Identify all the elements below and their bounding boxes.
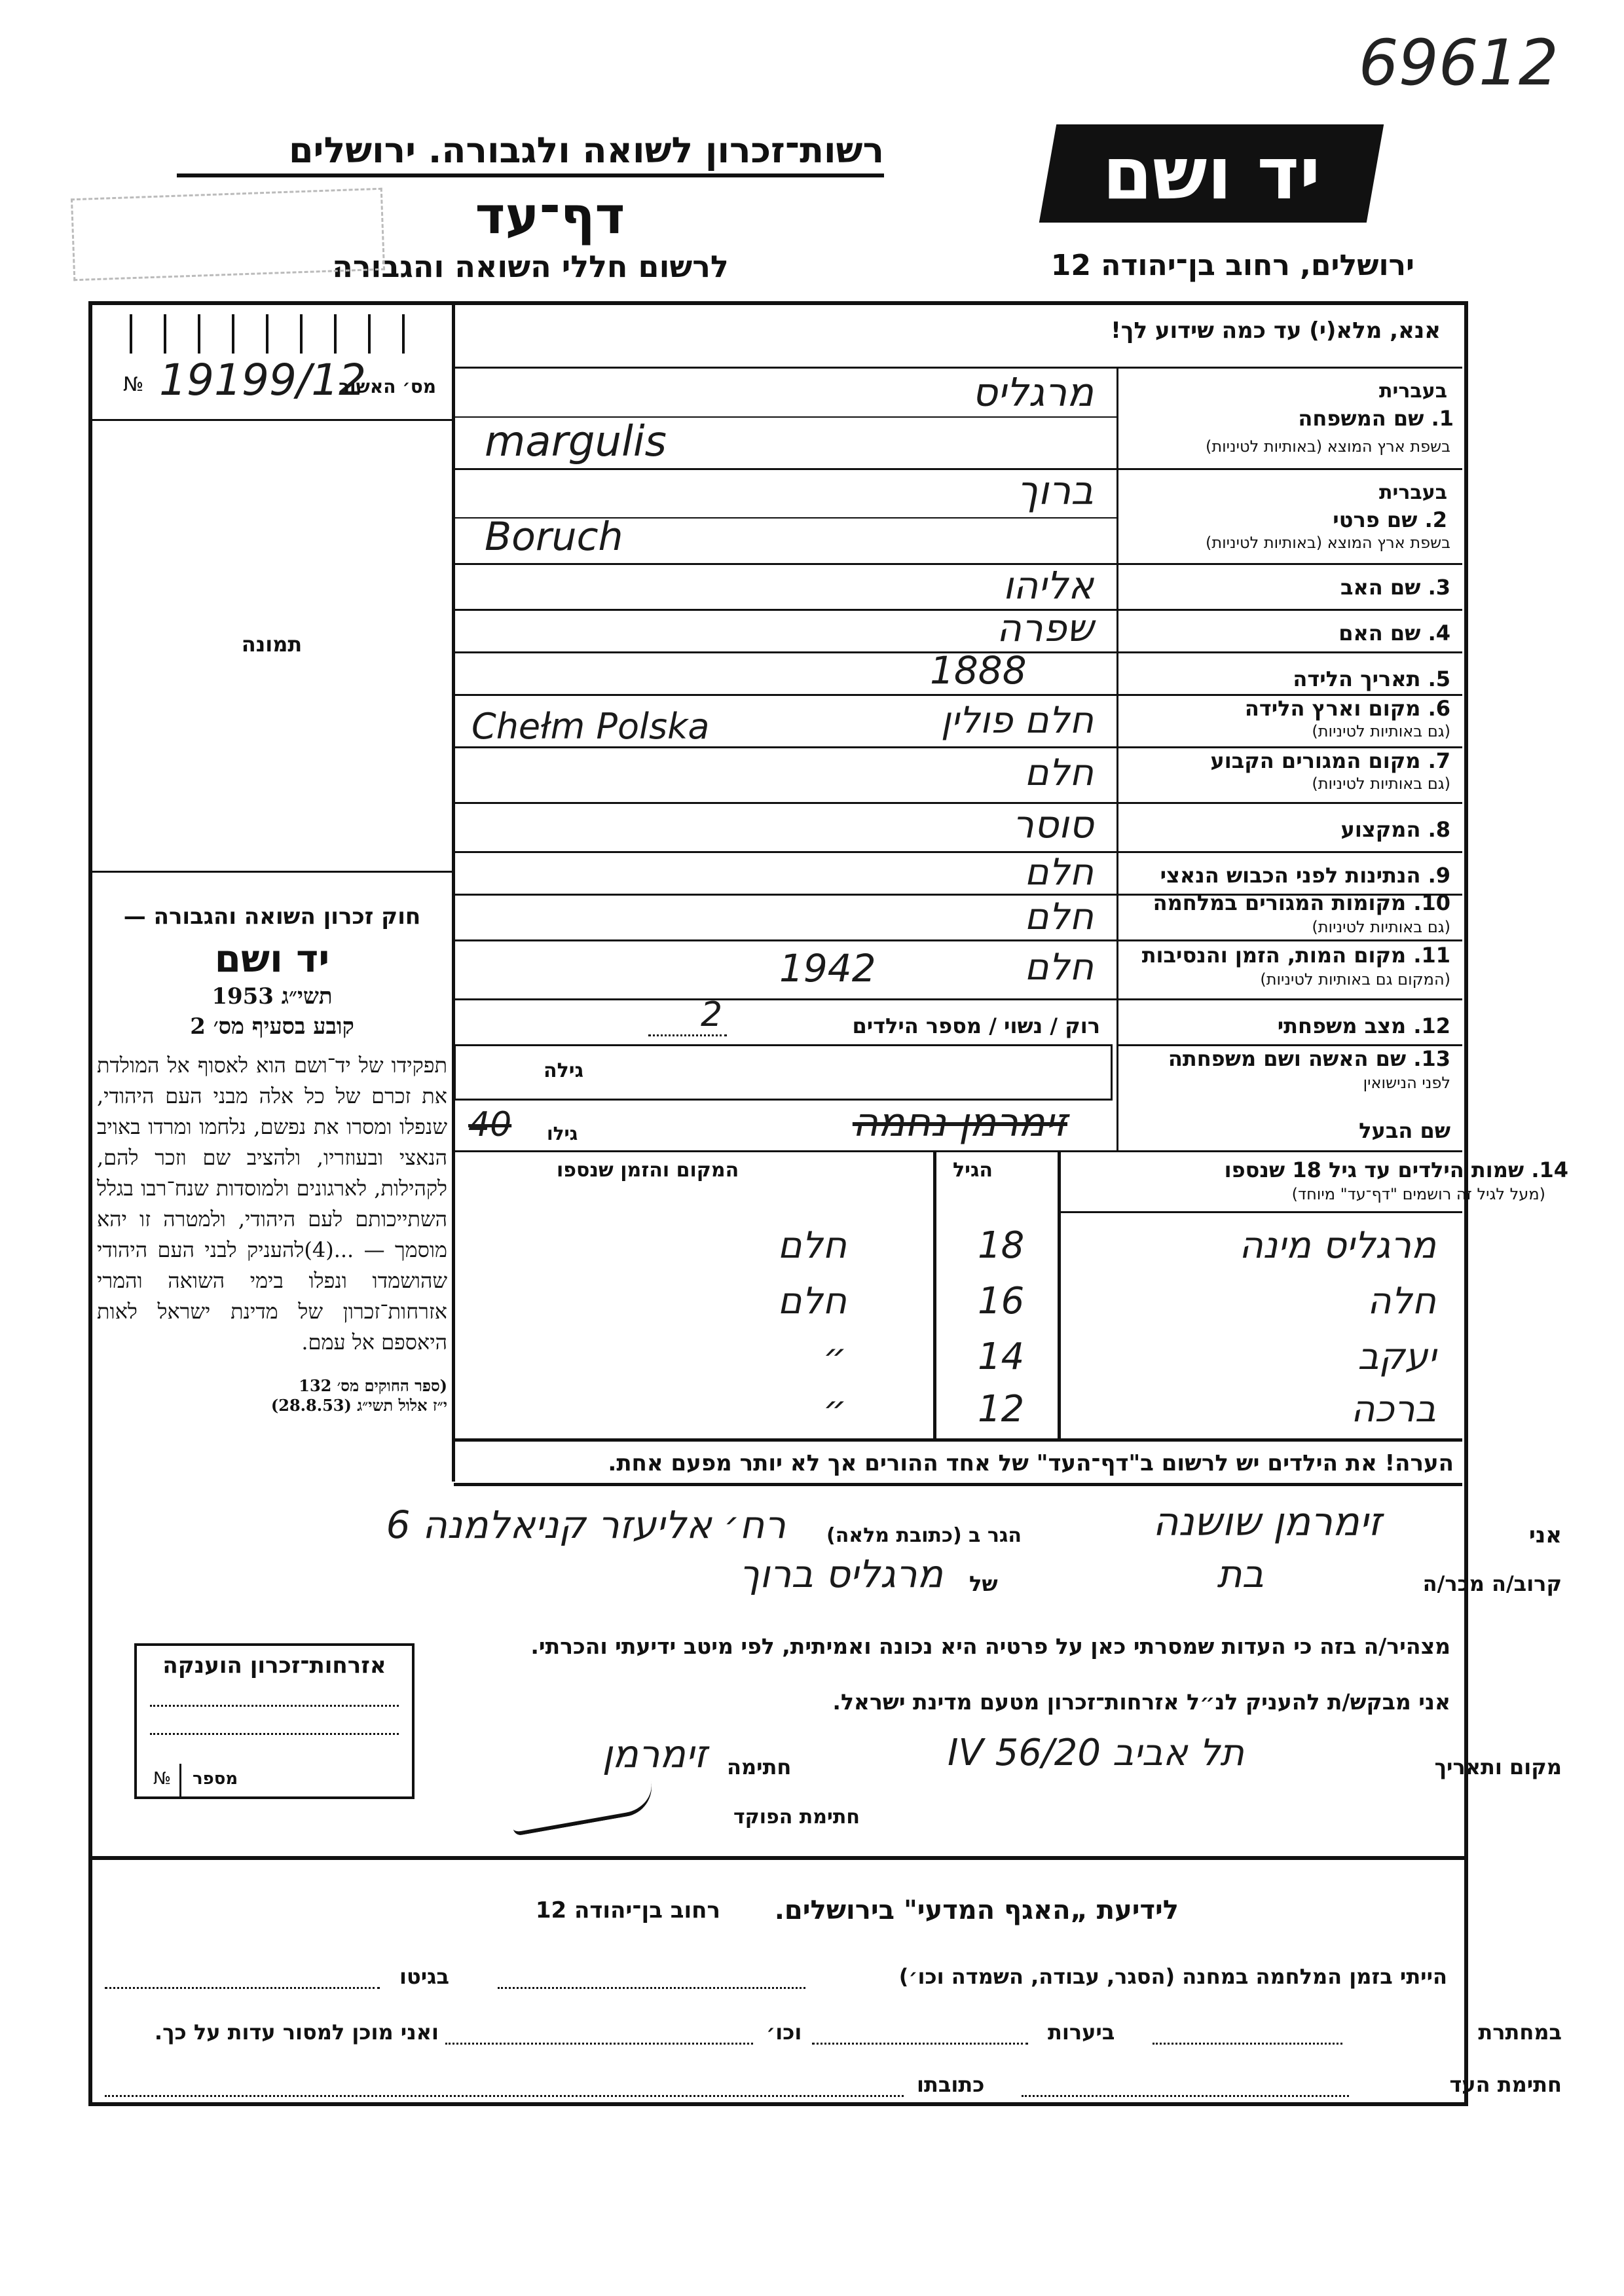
field-6-label: 6. מקום וארץ הלידה [1244, 696, 1450, 721]
children-header-age: הגיל [953, 1159, 993, 1182]
field-husband-age-label: גילו [547, 1123, 578, 1144]
field-1-label: 1. שם המשפחה [1298, 406, 1454, 431]
field-7-sub2: (גם באותיות לטיניות) [1312, 774, 1450, 793]
field-13-label: 13. שם האשה ושם משפחתה [1168, 1046, 1450, 1071]
law-block [97, 903, 447, 1415]
footer-line3-b: כתובתו [917, 2072, 985, 2097]
decl-of-label: של [969, 1571, 998, 1596]
field-5-value: 1888 [930, 648, 1027, 693]
citizenship-number-label: מספר [193, 1769, 238, 1789]
decl-resides-value: רח׳ אליעזר קניאלמנה 6 [386, 1503, 786, 1547]
citizenship-line-2 [150, 1733, 399, 1735]
field-13-box [454, 1044, 1113, 1101]
label-divider [1116, 368, 1118, 1150]
decl-statement: מצהיר/ה בזה כי העדות שמסרתי כאן על פרטיה היא נכונה ואמיתית, לפי מיטב ידיעתי והכרתי. [530, 1633, 1450, 1659]
children-row-1 [454, 1280, 1462, 1329]
decl-signature-label: חתימה [727, 1755, 792, 1779]
child-name: מרגליס מינה [1239, 1224, 1436, 1267]
law-logo: יד ושם [214, 936, 330, 981]
field-8-value: סוסר [1012, 802, 1094, 847]
field-4-label: 4. שם האם [1338, 621, 1450, 646]
footer-line1-blank-b [105, 1987, 380, 1989]
citizenship-line-1 [150, 1705, 399, 1707]
record-number: 69612 [1358, 26, 1559, 100]
serial-prefix: № [123, 373, 144, 396]
footer-line2-c: וכו׳ [766, 2020, 802, 2045]
footer-line2-b: ביערות [1048, 2020, 1115, 2045]
footer-line2-d: ואני מוכן למסור עדות על כך. [154, 2020, 439, 2045]
field-6-sub2: (גם באותיות לטיניות) [1312, 722, 1450, 740]
footer-line2-blank-c [445, 2043, 753, 2045]
child-place: חלם [777, 1280, 847, 1322]
field-husband-label: שם הבעל [1359, 1118, 1450, 1143]
field-11-label: 11. מקום המות, הזמן והנסיבות [1141, 943, 1450, 968]
field-11-sub2: (המקום גם באותיות לטיניות) [1260, 970, 1450, 989]
decl-i-label: אני [1528, 1522, 1562, 1548]
field-2-latin: Boruch [485, 514, 623, 560]
decl-relation-label: קרוב/ה מכר/ה [1422, 1571, 1562, 1596]
serial-ticks [130, 314, 418, 354]
child-age: 12 [978, 1388, 1025, 1430]
field-1-latin: margulis [485, 418, 667, 466]
field-9-label: 9. הנתינות לפני הכבוש הנאצי [1160, 863, 1450, 888]
footer-line2-blank-b [812, 2043, 1028, 2045]
photo-label: תמונה [241, 632, 303, 657]
footer-line1-blank-a [498, 1987, 805, 1989]
decl-resides-label: הגר ב (כתובת מלאה) [826, 1524, 1022, 1547]
footer-line1-a: הייתי בזמן המלחמה במחנה (הסגר, עבודה, השמדה וכו׳) [898, 1964, 1447, 1989]
children-header-name: 14. שמות הילדים עד גיל 18 שנספו [1224, 1157, 1568, 1182]
citizenship-number-prefix: № [153, 1769, 172, 1789]
footer-line3-blank-a [1022, 2095, 1349, 2097]
children-row-3 [454, 1388, 1462, 1437]
child-name: יעקב [1357, 1336, 1436, 1378]
field-10-sub2: (גם באותיות לטיניות) [1312, 918, 1450, 936]
field-3-value: אליהו [1003, 563, 1094, 608]
decl-request: אני מבקש/ת להעניק לנ״ל אזרחות־זכרון מטעם מדינת ישראל. [832, 1689, 1450, 1715]
child-age: 18 [978, 1224, 1025, 1267]
footer-line2-blank-a [1153, 2043, 1342, 2045]
children-row-2 [454, 1336, 1462, 1385]
authority-title: רשות־זכרון לשואה ולגבורה. ירושלים [177, 130, 884, 177]
children-header-sub: (מעל לגיל זה רושמים "דף־עד" מיוחד) [1291, 1185, 1545, 1203]
field-11-year: 1942 [779, 946, 876, 991]
children-row-0 [454, 1224, 1462, 1273]
child-name: חלה [1367, 1280, 1436, 1322]
field-husband-value: זימרמן נחמה [852, 1100, 1067, 1146]
field-6-value: חלם פולין [940, 699, 1094, 742]
yad-vashem-logo [1039, 124, 1384, 223]
footer-title: לידיעת „האגף המדעי" בירושלים. [774, 1895, 1179, 1925]
field-6-latin: Chełm Polska [471, 706, 710, 747]
citizenship-number-divider [179, 1764, 181, 1796]
field-8-label: 8. המקצוע [1340, 817, 1450, 842]
child-age: 14 [978, 1336, 1025, 1378]
decl-i-value: זימרמן שושנה [1153, 1499, 1382, 1545]
law-ref-1: (ספר החוקים מס׳ 132 [299, 1376, 447, 1395]
footer-divider [88, 1856, 1464, 1860]
footer-address: רחוב בן־יהודה 12 [535, 1897, 720, 1923]
field-12-label: 12. מצב משפחתי [1277, 1013, 1450, 1038]
field-10-label: 10. מקומות המגורים במלחמה [1153, 890, 1450, 915]
field-3-label: 3. שם האב [1340, 575, 1450, 600]
citizenship-box [134, 1643, 415, 1799]
field-10-value: חלם [1024, 896, 1094, 938]
child-age: 16 [978, 1280, 1025, 1322]
field-13-age-label: גילה [544, 1059, 583, 1082]
footer-line3-a: חתימת העד [1449, 2072, 1562, 2097]
note-line [454, 1483, 1462, 1486]
field-7-value: חלם [1024, 752, 1094, 794]
serial-label: מס׳ האשור [339, 376, 436, 397]
field-12-value: 2 [701, 995, 723, 1034]
footer-line3-blank-b [105, 2095, 904, 2097]
field-5-label: 5. תאריך הלידה [1293, 666, 1450, 691]
children-header-line [1061, 1211, 1462, 1213]
field-13-sub2: לפני הנישואין [1363, 1074, 1450, 1092]
decl-place-date-value: תל אביב 20/IV 56 [948, 1732, 1244, 1774]
note: הערה! את הילדים יש לרשום ב"דף־העד" של אחד ההורים אך לא יותר מפעם אחת. [608, 1450, 1454, 1476]
field-1-sub: בעברית [1379, 380, 1447, 403]
law-year: תשי״ג 1953 [212, 983, 333, 1010]
serial-divider [92, 419, 454, 421]
field-12-blank [648, 1034, 727, 1036]
field-2-value: ברוך [1016, 468, 1094, 514]
field-2-sub: בעברית [1379, 481, 1447, 504]
decl-relation-value: בת [1217, 1552, 1264, 1596]
serial-value: 19199/12 [159, 355, 367, 405]
law-ref-2: י״ז אלול תשי״ג (28.8.53) [270, 1396, 447, 1415]
law-title: חוק זכרון השואה והגבורה — [123, 903, 421, 930]
form-title: דף־עד [475, 187, 625, 246]
footer-line2-a: במחתרת [1478, 2020, 1562, 2045]
field-2-sub2: בשפת ארץ המוצא (באותיות לטיניות) [1206, 534, 1450, 552]
faint-stamp [71, 188, 385, 282]
field-11-value: חלם [1024, 946, 1094, 989]
child-place: חלם [777, 1224, 847, 1267]
field-9-value: חלם [1024, 851, 1094, 894]
law-text: תפקידו של יד־ושם הוא לאסוף אל המולדת את זכרם של כל אלה מבני העם היהודי, שנפלו ומסרו את נפשם, נלחמו ומרדו באויב הנאצי ובעוזריו, ולהציב שם וזכר להם, לקהילות, לארגונים ולמוסדות שנח־רבו בגלל השתייכותם לעם היהודי, ולמטרה זו יהא מוסמך — ...(4)להעניק לבני העם היהודי שהושמדו ונפלו בימי השואה והמרי אזרחות־זכרון של מדינת ישראל לאות היאספם אל עמם. [97, 1053, 448, 1355]
child-place: ״ [822, 1388, 847, 1430]
field-husband-age: 40 [468, 1105, 512, 1144]
field-7-label: 7. מקום המגורים הקבוע [1210, 748, 1450, 773]
field-4-value: שפרה [997, 606, 1094, 650]
decl-officer-label: חתימת הפוקד [733, 1806, 860, 1829]
law-section: קובע בסעיף מס׳ 2 [190, 1013, 354, 1040]
form-subtitle: לרשום חללי השואה והגבורה [332, 249, 729, 284]
children-header-place: המקום והזמן שנספו [557, 1159, 739, 1182]
logo-text: יד ושם [1102, 132, 1321, 215]
decl-place-date-label: מקום ותאריך [1434, 1755, 1562, 1779]
photo-divider [92, 871, 454, 873]
footer-line1-b: בגיטו [399, 1964, 449, 1989]
row-11-line [454, 998, 1462, 1000]
children-bottom-line [454, 1438, 1462, 1442]
row-10-line [454, 939, 1462, 941]
instruction: אנא, מלא(י) עד כמה שידוע לך! [1111, 318, 1441, 344]
decl-of-value: מרגליס ברוך [739, 1552, 943, 1596]
child-place: ״ [822, 1336, 847, 1378]
serial-box [97, 308, 449, 416]
field-1-sub2: בשפת ארץ המוצא (באותיות לטיניות) [1206, 437, 1450, 456]
header-address: ירושלים, רחוב בן־יהודה 12 [1050, 249, 1414, 282]
field-1-value: מרגליס [972, 370, 1094, 416]
child-name: ברכה [1350, 1388, 1436, 1430]
decl-signature-value: זימרמן [602, 1732, 707, 1776]
citizenship-title: אזרחות־זכרון הוענקה [162, 1652, 386, 1679]
row-husband-line [454, 1150, 1462, 1152]
field-12-prompt: רוק / נשוי / מספר הילדים [852, 1013, 1100, 1038]
instruction-divider [454, 367, 1462, 369]
field-2-label: 2. שם פרטי [1333, 507, 1447, 532]
